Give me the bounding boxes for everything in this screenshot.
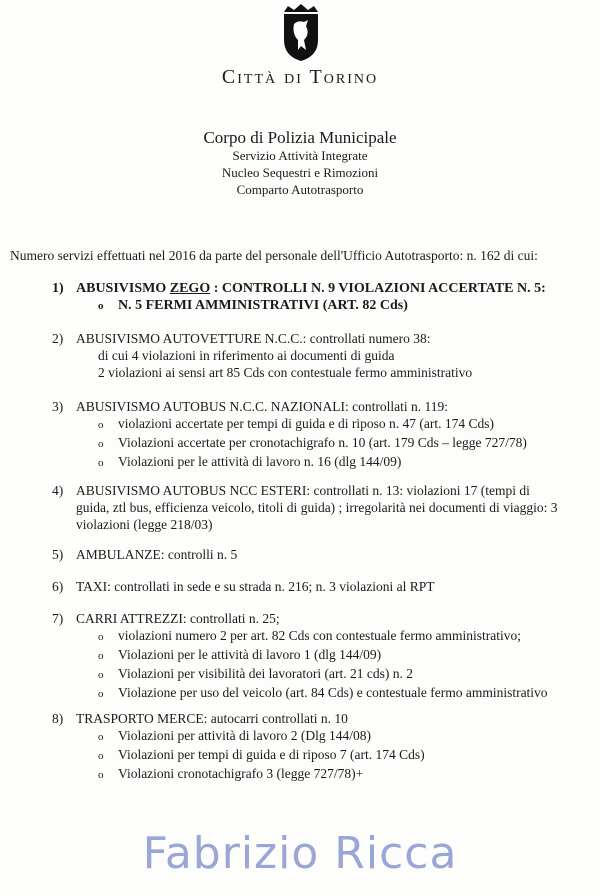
intro-paragraph: Numero servizi effettuati nel 2016 da parte del personale dell'Ufficio Autotrasporto: n. 162 di cui: <box>10 248 538 263</box>
bullet-text: Violazioni cronotachigrafo 3 (legge 727/78)+ <box>118 766 364 781</box>
bullet-icon: o <box>98 669 104 681</box>
item-heading-post: : CONTROLLI N. 9 VIOLAZIONI ACCERTATE N. 5: <box>210 281 546 296</box>
bullet-icon: o <box>98 457 104 469</box>
item-heading: ABUSIVISMO AUTOVETTURE N.C.C.: controllati numero 38: <box>76 331 431 346</box>
service-name: Servizio Attività Integrate <box>232 148 368 163</box>
unit-name: Nucleo Sequestri e Rimozioni <box>221 165 379 180</box>
bullet-icon: o <box>98 438 104 450</box>
department-name: Corpo di Polizia Municipale <box>203 128 397 147</box>
item-heading: ABUSIVISMO AUTOBUS N.C.C. NAZIONALI: controllati n. 119: <box>76 399 449 414</box>
bullet-icon: o <box>98 769 104 781</box>
item-number: 1) <box>52 281 64 296</box>
section-name: Comparto Autotrasporto <box>236 182 364 197</box>
item-line: guida, ztl bus, efficienza veicolo, titoli di guida) ; irregolarità nei documenti di viaggio: 3 <box>76 500 558 515</box>
bullet-icon: o <box>98 300 104 312</box>
bullet-icon: o <box>98 688 104 700</box>
city-name: Città di Torino <box>221 66 379 88</box>
item-heading <box>76 280 586 297</box>
torino-bull-crest-icon <box>280 4 322 62</box>
bullet-icon: o <box>98 731 104 743</box>
item-heading-underlined: ZEGO <box>169 281 211 296</box>
item-number: 2) <box>52 331 64 346</box>
item-heading: TRASPORTO MERCE: autocarri controllati n. 10 <box>76 711 348 726</box>
item-number: 3) <box>52 399 64 414</box>
item-bullet <box>76 434 586 453</box>
bullet-icon: o <box>98 631 104 643</box>
item-number: 7) <box>52 611 64 626</box>
bullet-text: Violazione per uso del veicolo (art. 84 Cds) e contestuale fermo amministrativo <box>118 685 548 700</box>
item-heading: ABUSIVISMO AUTOBUS NCC ESTERI: controllati n. 13: violazioni 17 (tempi di <box>76 483 530 498</box>
bullet-text: N. 5 FERMI AMMINISTRATIVI (ART. 82 Cds) <box>118 298 408 313</box>
watermark-text: Fabrizio Ricca <box>142 828 458 879</box>
bullet-text: violazioni accertate per tempi di guida e di riposo n. 47 (art. 174 Cds) <box>118 416 495 431</box>
item-bullet <box>76 646 586 665</box>
item-number: 6) <box>52 579 64 594</box>
item-bullet <box>76 765 586 784</box>
item-bullet <box>76 627 586 646</box>
bullet-text: Violazioni per attività di lavoro 2 (Dlg 144/08) <box>118 728 372 743</box>
item-heading: TAXI: controllati in sede e su strada n. 216; n. 3 violazioni al RPT <box>76 579 435 594</box>
bullet-icon: o <box>98 419 104 431</box>
item-heading-pre: ABUSIVISMO <box>76 281 170 296</box>
item-number: 8) <box>52 711 64 726</box>
item-number: 4) <box>52 483 64 498</box>
bullet-text: Violazioni per le attività di lavoro n. 16 (dlg 144/09) <box>118 454 402 469</box>
item-heading: AMBULANZE: controlli n. 5 <box>76 547 238 562</box>
item-bullet <box>76 727 586 746</box>
bullet-icon: o <box>98 750 104 762</box>
bullet-text: violazioni numero 2 per art. 82 Cds con contestuale fermo amministrativo; <box>118 628 522 643</box>
letterhead-block <box>0 128 600 198</box>
item-bullet <box>76 297 586 315</box>
item-bullet <box>76 746 586 765</box>
item-heading: CARRI ATTREZZI: controllati n. 25; <box>76 611 280 626</box>
item-bullet <box>76 415 586 434</box>
item-line: violazioni (legge 218/03) <box>76 517 213 532</box>
bullet-icon: o <box>98 650 104 662</box>
item-number: 5) <box>52 547 64 562</box>
bullet-text: Violazioni accertate per cronotachigrafo n. 10 (art. 179 Cds – legge 727/78) <box>118 435 527 450</box>
item-line: di cui 4 violazioni in riferimento ai documenti di guida <box>98 348 395 363</box>
item-bullet <box>76 684 586 703</box>
item-bullet <box>76 665 586 684</box>
bullet-text: Violazioni per tempi di guida e di riposo 7 (art. 174 Cds) <box>118 747 425 762</box>
item-bullet <box>76 453 586 472</box>
bullet-text: Violazioni per visibilità dei lavoratori (art. 21 cds) n. 2 <box>118 666 413 681</box>
bullet-text: Violazioni per le attività di lavoro 1 (dlg 144/09) <box>118 647 382 662</box>
item-line: 2 violazioni ai sensi art 85 Cds con contestuale fermo amministrativo <box>98 365 473 380</box>
